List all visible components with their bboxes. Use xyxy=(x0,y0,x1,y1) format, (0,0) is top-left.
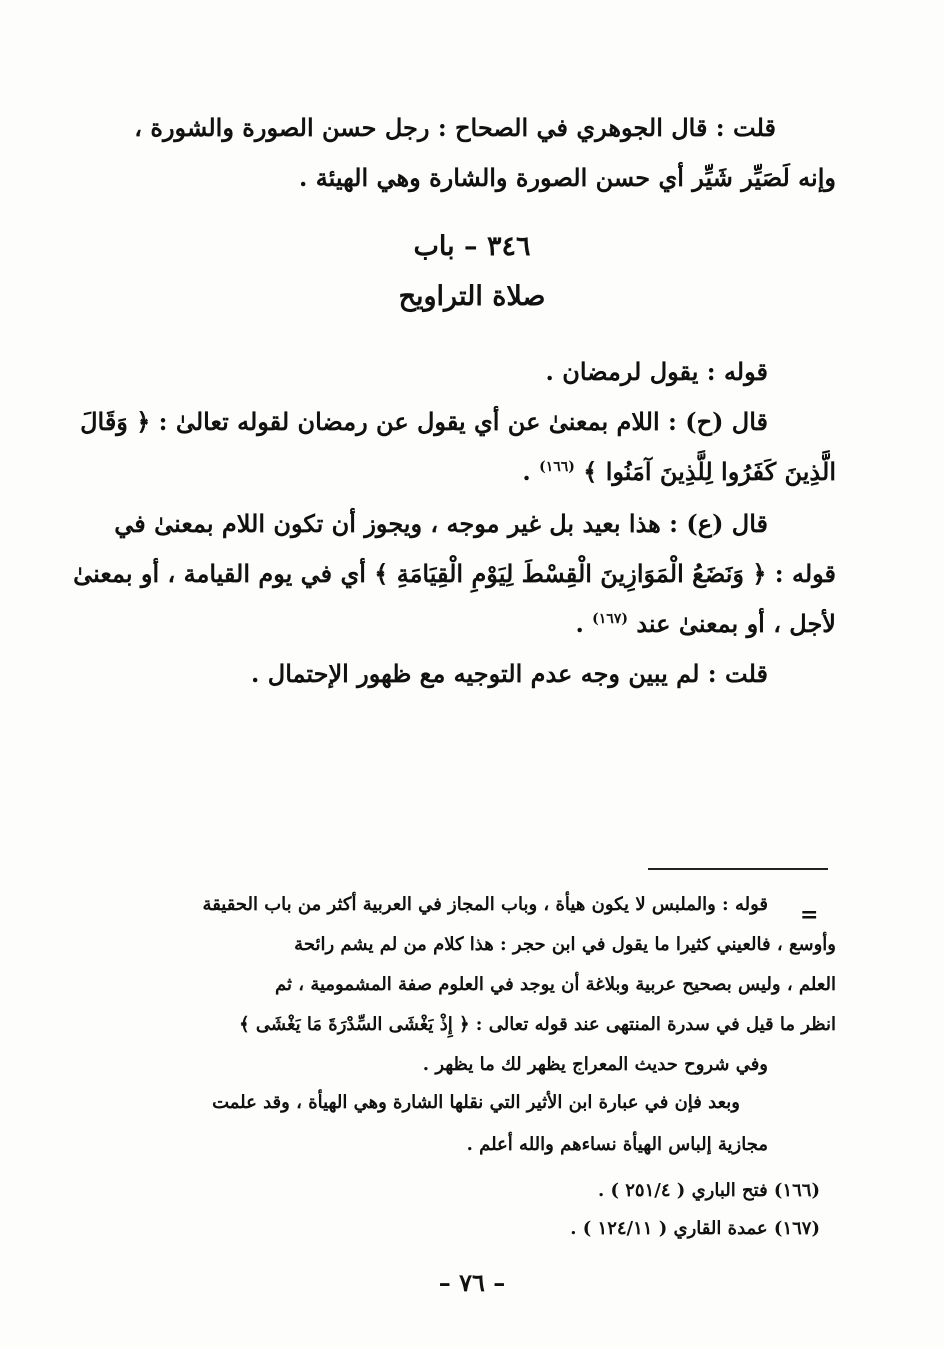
page-number: – ٧٦ – xyxy=(438,1268,506,1297)
intro-line-2: وإنه لَصَيِّر شَيِّر أي حسن الصورة والشارة وهي الهيئة . xyxy=(299,163,836,192)
footnote-line: قوله : والملبس لا يكون هيأة ، وباب المجاز في العربية أكثر من باب الحقيقة xyxy=(202,894,768,915)
footnote-ref-entry-167: (١٦٧) عمدة القاري ( ١٢٤/١١ ) . xyxy=(570,1218,820,1239)
footnote-line: انظر ما قيل في سدرة المنتهى عند قوله تعالى : ﴿ إِذْ يَغْشَى السِّدْرَةَ مَا يَغْشَى ﴾ xyxy=(239,1014,836,1035)
chapter-number: ٣٤٦ – باب xyxy=(413,231,531,262)
footnote-line: مجازية إلباس الهيأة نساءهم والله أعلم . xyxy=(466,1134,768,1155)
period: . xyxy=(575,609,584,638)
body-paragraph-4: قلت : لم يبين وجه عدم التوجيه مع ظهور الإحتمال . xyxy=(251,659,768,688)
period: . xyxy=(522,457,531,486)
body-p3-text: لأجل ، أو بمعنىٰ عند xyxy=(636,609,836,638)
body-p2-line-2 xyxy=(522,457,836,486)
body-p3-line-1: قال (ع) : هذا بعيد بل غير موجه ، ويجوز أن تكون اللام بمعنىٰ في xyxy=(114,509,768,538)
quran-quote: الَّذِينَ كَفَرُوا لِلَّذِينَ آمَنُوا ﴾ xyxy=(583,457,836,486)
body-p2-line-1: قال (ح) : اللام بمعنىٰ عن أي يقول عن رمضان لقوله تعالىٰ : ﴿ وَقَالَ xyxy=(80,407,768,436)
footnote-line: وأوسع ، فالعيني كثيرا ما يقول في ابن حجر : هذا كلام من لم يشم رائحة xyxy=(294,934,836,955)
footnote-ref-entry-166: (١٦٦) فتح الباري ( ٢٥١/٤ ) . xyxy=(597,1180,820,1201)
footnote-ref-167: (١٦٧) xyxy=(592,611,628,627)
footnote-line: وبعد فإن في عبارة ابن الأثير التي نقلها الشارة وهي الهيأة ، وقد علمت xyxy=(212,1092,740,1113)
footnote-ref-166: (١٦٦) xyxy=(539,459,575,475)
body-paragraph-1: قوله : يقول لرمضان . xyxy=(545,357,768,386)
chapter-title: صلاة التراويح xyxy=(398,281,546,312)
intro-line-1: قلت : قال الجوهري في الصحاح : رجل حسن الصورة والشورة ، xyxy=(134,113,776,142)
body-p3-line-3 xyxy=(575,609,836,638)
continuation-mark: = xyxy=(800,902,819,928)
footnote-separator xyxy=(648,868,828,870)
footnote-line: العلم ، وليس بصحيح عربية وبلاغة أن يوجد في العلوم صفة المشمومية ، ثم xyxy=(275,974,836,995)
body-p3-line-2: قوله : ﴿ وَنَضَعُ الْمَوَازِينَ الْقِسْطَ لِيَوْمِ الْقِيَامَةِ ﴾ أي في يوم القيامة ، أو بمعنىٰ xyxy=(73,559,836,588)
footnote-line: وفي شروح حديث المعراج يظهر لك ما يظهر . xyxy=(422,1054,768,1075)
